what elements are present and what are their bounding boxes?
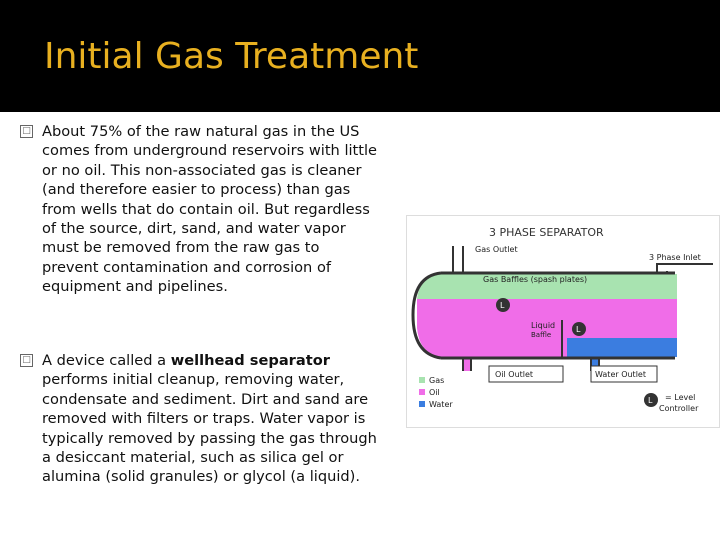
gas-outlet-pipe [453,246,463,273]
bullet-marker-icon: □ [20,354,33,367]
slide-title: Initial Gas Treatment [44,36,419,77]
level-controller-label-1: = Level [665,393,696,402]
legend-gas-label: Gas [429,376,445,385]
bullet-text-1: About 75% of the raw natural gas in the US comes from underground reservoirs with little or no oil. This non-associated gas is cleaner (and therefore easier to process) than gas from wells that do contain oil. But regardless of the source, dirt, sand, and water vapor must be removed from the raw gas to prevent contamination and corrosion of equipment and pipelines. [42,123,378,296]
water-outlet-label: Water Outlet [595,370,646,379]
bullet-text-2-bold: wellhead separator [170,352,330,369]
legend-oil-swatch [419,389,425,395]
level-symbol: L [500,301,505,310]
water-zone [567,338,677,357]
bullet-text-2-start: A device called a [42,352,171,369]
inlet-label: 3 Phase Inlet [649,253,701,262]
gas-outlet-label: Gas Outlet [475,245,518,254]
liquid-baffle-label-1: Liquid [531,321,556,330]
legend-oil-label: Oil [429,388,440,397]
bullet-marker-icon: □ [20,125,33,138]
bullet-text-2 [42,351,380,487]
separator-diagram-svg [407,216,719,427]
legend-gas-swatch [419,377,425,383]
baffles-label: Gas Baffles (spash plates) [483,275,588,284]
level-symbol: L [648,396,653,405]
oil-outlet-label: Oil Outlet [495,370,534,379]
level-symbol: L [576,325,581,334]
legend-water-label: Water [429,400,453,409]
diagram-title: 3 PHASE SEPARATOR [489,226,604,239]
slide-content [0,112,720,540]
bullet-text-2-end: performs initial cleanup, removing water, condensate and sediment. Dirt and sand are removed with filters or traps. Water vapor is typically removed by passing the gas through a desiccant material, such as silica gel or alumina (solid granules) or glycol (a liquid). [42,371,377,486]
bullet-item-1 [20,122,380,297]
legend-water-swatch [419,401,425,407]
separator-diagram [406,215,720,428]
liquid-baffle-label-2: Baffle [531,331,552,339]
bullet-item-2 [20,351,380,487]
level-controller-label-2: Controller [659,404,699,413]
